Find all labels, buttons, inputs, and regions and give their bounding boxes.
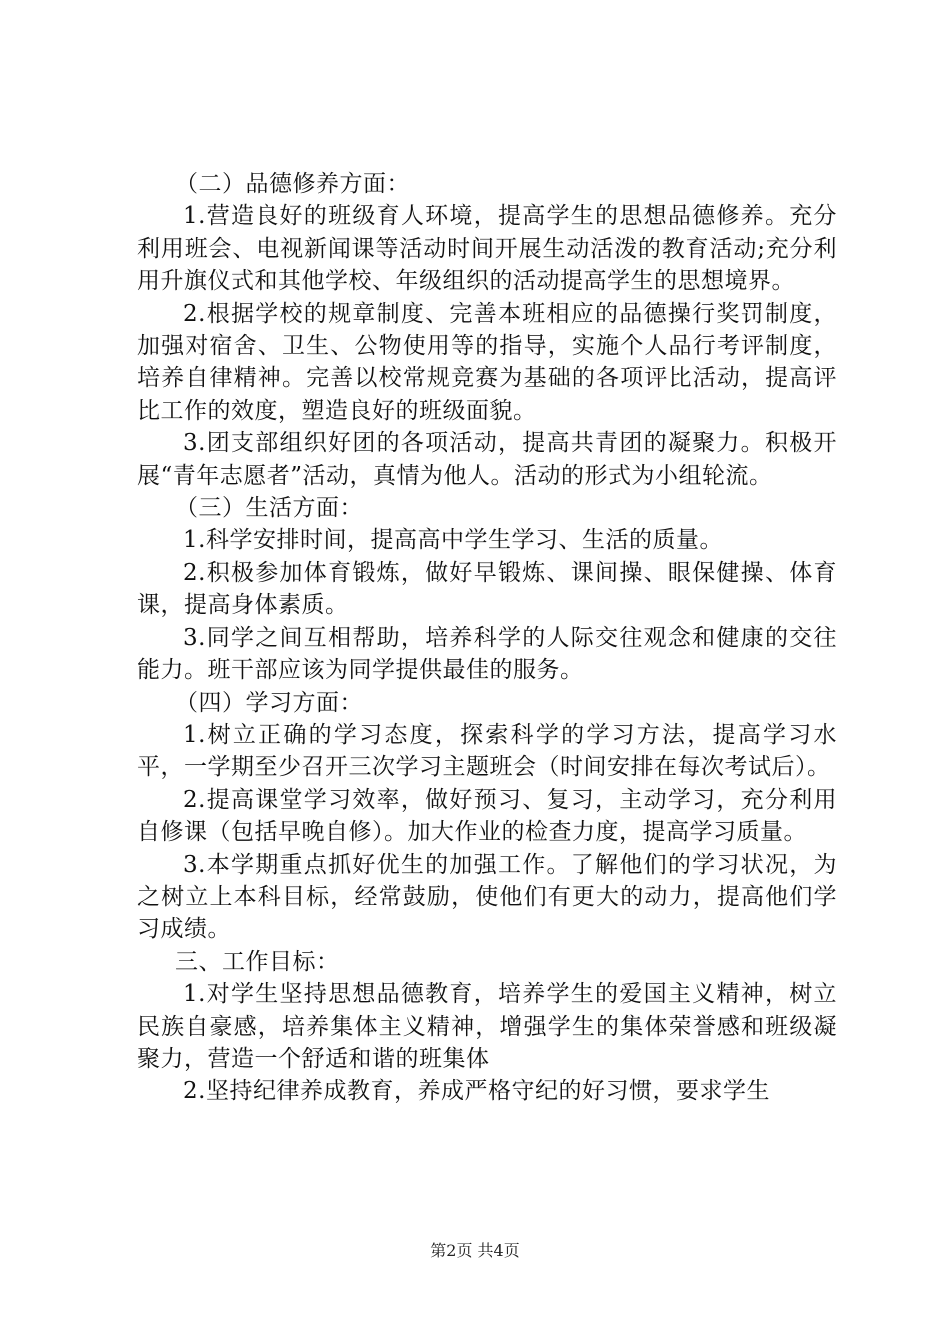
paragraph: 1.营造良好的班级育人环境，提高学生的思想品德修养。充分利用班会、电视新闻课等活动时间开展生动活泼的教育活动;充分利用升旗仪式和其他学校、年级组织的活动提高学生的思想境界。 [137,203,837,295]
paragraph: 1.树立正确的学习态度，探索科学的学习方法，提高学习水平，一学期至少召开三次学习主题班会（时间安排在每次考试后）。 [137,721,837,781]
section-heading-goals: 三、工作目标： [175,948,340,975]
section-heading-moral: （二）品德修养方面： [175,171,410,197]
section-heading-study: （四）学习方面： [175,689,363,716]
paragraph: 2.坚持纪律养成教育，养成严格守纪的好习惯，要求学生 [183,1078,770,1105]
paragraph: 3.团支部组织好团的各项活动，提高共青团的凝聚力。积极开展“青年志愿者”活动，真情为他人。活动的形式为小组轮流。 [137,430,837,489]
section-heading-life: （三）生活方面： [175,495,363,522]
page-number-footer: 第2页 共4页 [430,1241,520,1260]
paragraph: 1.科学安排时间，提高高中学生学习、生活的质量。 [183,527,723,554]
paragraph: 2.积极参加体育锻炼，做好早锻炼、课间操、眼保健操、体育课，提高身体素质。 [137,559,837,619]
document-body [137,168,837,1108]
paragraph: 3.同学之间互相帮助，培养科学的人际交往观念和健康的交往能力。班干部应该为同学提供最佳的服务。 [137,624,837,684]
paragraph: 1.对学生坚持思想品德教育，培养学生的爱国主义精神，树立民族自豪感，培养集体主义精神，增强学生的集体荣誉感和班级凝聚力，营造一个舒适和谐的班集体 [137,981,837,1072]
paragraph: 2.提高课堂学习效率，做好预习、复习，主动学习，充分利用自修课（包括早晚自修）。加大作业的检查力度，提高学习质量。 [137,786,837,846]
paragraph: 2.根据学校的规章制度、完善本班相应的品德操行奖罚制度，加强对宿舍、卫生、公物使用等的指导，实施个人品行考评制度，培养自律精神。完善以校常规竞赛为基础的各项评比活动，提高评比工作的效度，塑造良好的班级面貌。 [137,300,837,424]
paragraph: 3.本学期重点抓好优生的加强工作。了解他们的学习状况，为之树立上本科目标，经常鼓励，使他们有更大的动力，提高他们学习成绩。 [137,851,837,943]
